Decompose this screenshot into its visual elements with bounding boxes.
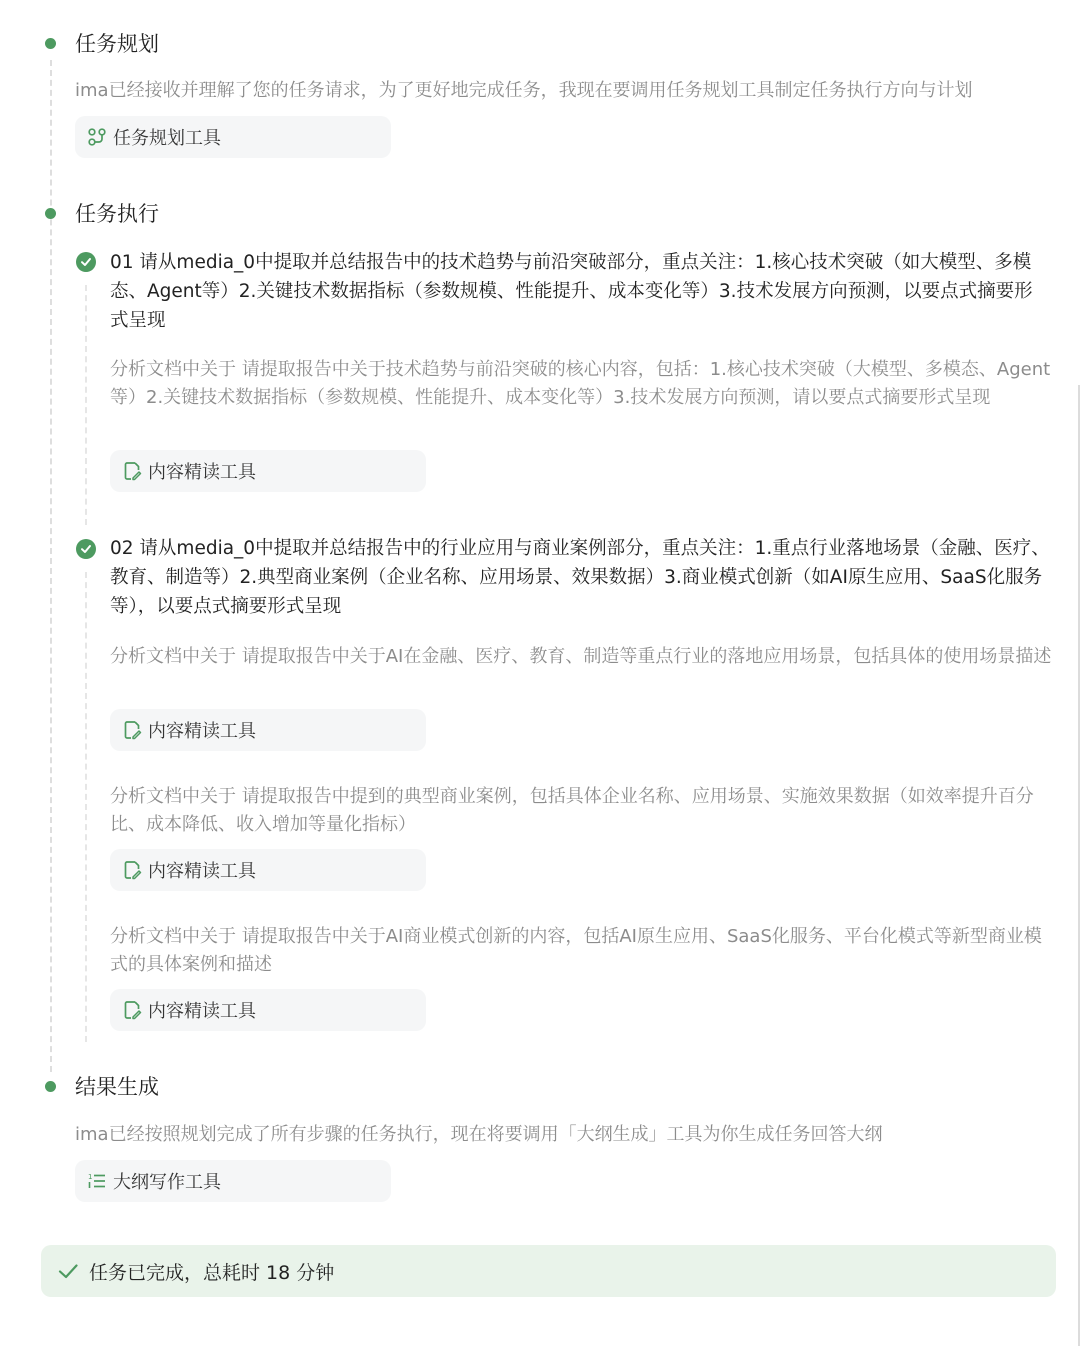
task-complete-text: 任务已完成，总耗时 18 分钟 bbox=[89, 1261, 335, 1284]
tool-label: 内容精读工具 bbox=[148, 1001, 256, 1022]
check-circle-icon bbox=[76, 539, 96, 559]
analysis-desc: 分析文档中关于 请提取报告中关于技术趋势与前沿突破的核心内容，包括：1.核心技术突破（大模型、多模态、Agent等）2.关键技术数据指标（参数规模、性能提升、成本变化等）3.技术发展方向预测，请以要点式摘要形式呈现 bbox=[110, 359, 1051, 408]
task-planning-tool-chip[interactable] bbox=[75, 116, 391, 158]
phase-dot bbox=[45, 38, 56, 49]
step-connector-line bbox=[85, 285, 87, 525]
phase-desc-result: ima已经按照规划完成了所有步骤的任务执行，现在将要调用「大纲生成」工具为你生成任务回答大纲 bbox=[75, 1124, 883, 1145]
content-reading-tool-chip[interactable] bbox=[110, 849, 426, 891]
phase-title-result: 结果生成 bbox=[75, 1075, 159, 1099]
content-reading-tool-chip[interactable] bbox=[110, 989, 426, 1031]
phase-desc-planning: ima已经接收并理解了您的任务请求，为了更好地完成任务，我现在要调用任务规划工具制定任务执行方向与计划 bbox=[75, 80, 973, 101]
analysis-desc: 分析文档中关于 请提取报告中提到的典型商业案例，包括具体企业名称、应用场景、实施效果数据（如效率提升百分比、成本降低、收入增加等量化指标） bbox=[110, 786, 1034, 835]
phase-title-execution: 任务执行 bbox=[75, 202, 159, 226]
check-circle-icon bbox=[76, 252, 96, 272]
task-complete-banner bbox=[41, 1245, 1056, 1297]
checkmark-icon bbox=[57, 1260, 79, 1282]
doc-edit-icon bbox=[122, 860, 142, 880]
phase-dot bbox=[45, 1081, 56, 1092]
analysis-desc: 分析文档中关于 请提取报告中关于AI商业模式创新的内容，包括AI原生应用、SaaS化服务、平台化模式等新型商业模式的具体案例和描述 bbox=[110, 926, 1042, 975]
phase-dot bbox=[45, 208, 56, 219]
content-reading-tool-chip[interactable] bbox=[110, 709, 426, 751]
tool-label: 大纲写作工具 bbox=[113, 1172, 221, 1193]
outline-writing-tool-chip[interactable] bbox=[75, 1160, 391, 1202]
step-connector-line bbox=[85, 572, 87, 1042]
flow-icon bbox=[87, 127, 107, 147]
tool-label: 内容精读工具 bbox=[148, 462, 256, 483]
doc-edit-icon bbox=[122, 720, 142, 740]
svg-text:1: 1 bbox=[88, 1173, 93, 1181]
tool-label: 内容精读工具 bbox=[148, 861, 256, 882]
content-reading-tool-chip[interactable] bbox=[110, 450, 426, 492]
analysis-desc: 分析文档中关于 请提取报告中关于AI在金融、医疗、教育、制造等重点行业的落地应用场景，包括具体的使用场景描述 bbox=[110, 646, 1052, 667]
step-02-title: 02 请从media_0中提取并总结报告中的行业应用与商业案例部分，重点关注：1.重点行业落地场景（金融、医疗、教育、制造等）2.典型商业案例（企业名称、应用场景、效果数据）3.商业模式创新（如AI原生应用、SaaS化服务等），以要点式摘要形式呈现 bbox=[110, 538, 1050, 617]
doc-edit-icon bbox=[122, 1000, 142, 1020]
tool-label: 内容精读工具 bbox=[148, 721, 256, 742]
doc-edit-icon bbox=[122, 461, 142, 481]
tool-label: 任务规划工具 bbox=[113, 128, 221, 149]
step-01-title: 01 请从media_0中提取并总结报告中的技术趋势与前沿突破部分，重点关注：1.核心技术突破（如大模型、多模态、Agent等）2.关键技术数据指标（参数规模、性能提升、成本变化等）3.技术发展方向预测，以要点式摘要形式呈现 bbox=[110, 252, 1033, 331]
list-icon bbox=[87, 1171, 107, 1191]
phase-title-planning: 任务规划 bbox=[75, 32, 159, 56]
